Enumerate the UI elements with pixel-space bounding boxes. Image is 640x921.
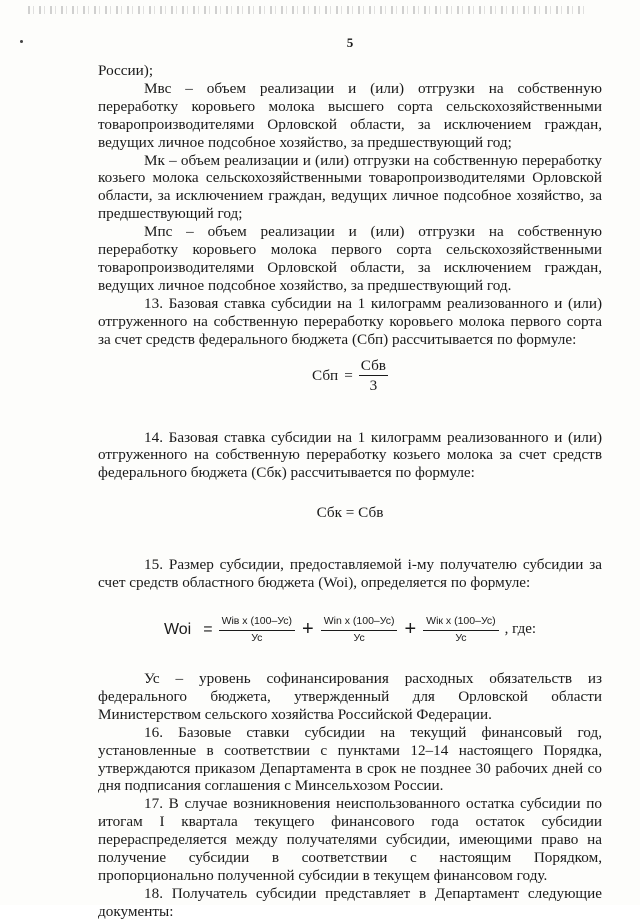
paragraph-russia: России); xyxy=(98,62,154,79)
paragraph-mvs-definition: Мвс – объем реализации и (или) отгрузки на собственную переработку коровьего молока высшего сорта сельскохозяйственными товаропроизводителями Орловской области, за исключением граждан, ведущих личное подсобное хозяйство, за предшествующий год; xyxy=(98,79,602,151)
formula-13 xyxy=(98,349,602,419)
formula-15-lhs: Woi xyxy=(163,621,192,639)
formula-15-term-1 xyxy=(219,615,295,645)
formula-15-term-3 xyxy=(423,615,499,645)
document-body xyxy=(98,62,602,921)
formula-15-term-2 xyxy=(321,615,398,645)
paragraph-mps-definition: Мпс – объем реализации и (или) отгрузки на собственную переработку коровьего молока первого сорта сельскохозяйственными товаропроизводителями Орловской области, за исключением граждан, ведущих личное подсобное хозяйство, за предшествующий год. xyxy=(98,223,602,294)
formula-13-fraction xyxy=(359,357,388,396)
paragraph-14: 14. Базовая ставка субсидии на 1 килограмм реализованного и (или) отгруженного на собственную переработку козьего молока за счет средств федерального бюджета (Сбк) рассчитывается по формуле: xyxy=(98,428,602,482)
formula-15-term-2-denominator: Ус xyxy=(353,632,365,645)
paragraph-17: 17. В случае возникновения неиспользованного остатка субсидии по итогам I квартала текущего финансового года остаток субсидии перераспределяется между получателями субсидии, имеющими право на получение субсидии в соответствии с настоящим Порядком, пропорционально полученной субсидии в текущем финансовом году. xyxy=(98,795,602,884)
formula-15-plus-1: + xyxy=(302,618,314,641)
formula-15-term-1-denominator: Ус xyxy=(251,632,263,645)
formula-13-denominator: 3 xyxy=(369,377,378,395)
paragraph-18: 18. Получатель субсидии представляет в Департамент следующие документы: xyxy=(98,884,602,920)
paragraph-mk-definition: Мк – объем реализации и (или) отгрузки на собственную переработку козьего молока сельскохозяйственными товаропроизводителями Орловской области, за исключением граждан, ведущих личное подсобное хозяйство, за предшествующий год; xyxy=(98,151,602,223)
formula-14 xyxy=(98,482,602,538)
scan-artifact-top xyxy=(28,6,588,14)
paragraph-us-definition: Ус – уровень софинансирования расходных обязательств из федерального бюджета, утвержденный для Орловской области Министерством сельского хозяйства Российской Федерации. xyxy=(98,670,602,723)
formula-15-term-2-numerator: Win x (100–Ус) xyxy=(321,615,398,631)
formula-13-lhs: Сбп xyxy=(312,366,339,384)
formula-15 xyxy=(98,600,602,660)
page-number: 5 xyxy=(346,35,354,50)
formula-15-term-3-denominator: Ус xyxy=(455,632,467,645)
formula-15-plus-2: + xyxy=(404,618,417,641)
formula-14-text: Сбк = Сбв xyxy=(316,504,384,522)
paragraph-16: 16. Базовые ставки субсидии на текущий финансовый год, установленные в соответствии с пунктами 12–14 настоящего Порядка, утверждаются приказом Департамента в срок не позднее 30 рабочих дней со дня подписания соглашения с Минсельхозом России. xyxy=(98,723,602,795)
formula-13-numerator: Сбв xyxy=(359,357,388,377)
paragraph-15: 15. Размер субсидии, предоставляемой i-му получателю субсидии за счет средств областного бюджета (Woi), определяется по формуле: xyxy=(98,556,602,592)
formula-15-term-1-numerator: Wiв x (100–Ус) xyxy=(219,615,295,631)
formula-15-tail: , где: xyxy=(504,621,537,638)
formula-13-equals: = xyxy=(344,366,353,384)
formula-15-equals: = xyxy=(203,621,213,639)
formula-15-term-3-numerator: Wiк x (100–Ус) xyxy=(423,615,499,631)
paragraph-13: 13. Базовая ставка субсидии на 1 килограмм реализованного и (или) отгруженного на собственную переработку коровьего молока первого сорта за счет средств федерального бюджета (Сбп) рассчитывается по формуле: xyxy=(98,294,602,348)
